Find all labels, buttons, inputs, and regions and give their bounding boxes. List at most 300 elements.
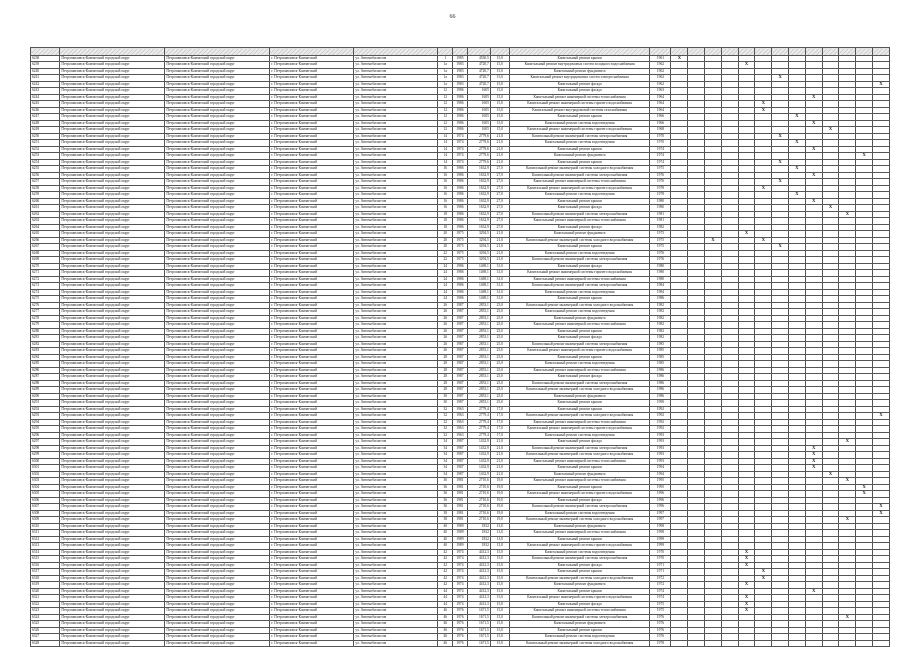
work-type-cell: Капитальный ремонт инженерной системы электроснабжения bbox=[509, 556, 650, 563]
settlement-cell: Петропавловск-Камчатский городской округ bbox=[165, 348, 270, 355]
period-cell: 1978 bbox=[650, 640, 671, 647]
period-cell: 1986 bbox=[650, 374, 671, 381]
x-mark: X bbox=[822, 205, 839, 212]
area-cell: 1632,9 bbox=[467, 192, 490, 199]
settlement-cell: Петропавловск-Камчатский городской округ bbox=[165, 263, 270, 270]
period-cell: 1976 bbox=[650, 172, 671, 179]
area-cell: 3294,5 bbox=[467, 257, 490, 264]
street-cell: ул. Автомобилистов bbox=[354, 107, 438, 114]
street-cell: ул. Автомобилистов bbox=[354, 205, 438, 212]
row-id-cell: 6278 bbox=[31, 315, 60, 322]
period-cell: 1992 bbox=[650, 406, 671, 413]
area-cell: 3294,5 bbox=[467, 237, 490, 244]
city-cell: г. Петропавловск-Камчатский bbox=[270, 419, 354, 426]
street-cell: ул. Автомобилистов bbox=[354, 127, 438, 134]
house-cell: 20 bbox=[438, 231, 453, 238]
year-cell: 1987 bbox=[453, 374, 468, 381]
area-cell: 2853,1 bbox=[467, 400, 490, 407]
row-id-cell: 6286 bbox=[31, 367, 60, 374]
city-cell: г. Петропавловск-Камчатский bbox=[270, 166, 354, 173]
city-cell: г. Петропавловск-Камчатский bbox=[270, 413, 354, 420]
x-mark: X bbox=[738, 231, 755, 238]
municipality-cell: Петропавловск-Камчатский городской округ bbox=[60, 354, 165, 361]
settlement-cell: Петропавловск-Камчатский городской округ bbox=[165, 133, 270, 140]
row-id-cell: 6244 bbox=[31, 94, 60, 101]
municipality-cell: Петропавловск-Камчатский городской округ bbox=[60, 549, 165, 556]
house-cell: 32 bbox=[438, 426, 453, 433]
area-cell: 2853,1 bbox=[467, 309, 490, 316]
period-cell: 1975 bbox=[650, 237, 671, 244]
period-cell: 1986 bbox=[650, 387, 671, 394]
year-cell: 1986 bbox=[453, 289, 468, 296]
row-id-cell: 6311 bbox=[31, 530, 60, 537]
year-cell: 1989 bbox=[453, 543, 468, 550]
house-cell: 18 bbox=[438, 218, 453, 225]
work-type-cell: Капитальный ремонт системы водоотведения bbox=[509, 361, 650, 368]
year-cell: 1976 bbox=[453, 640, 468, 647]
row-id-cell: 6305 bbox=[31, 491, 60, 498]
municipality-cell: Петропавловск-Камчатский городской округ bbox=[60, 133, 165, 140]
work-type-cell: Капитальный ремонт инженерной системы холодного водоснабжения bbox=[509, 166, 650, 173]
city-cell: г. Петропавловск-Камчатский bbox=[270, 387, 354, 394]
settlement-cell: Петропавловск-Камчатский городской округ bbox=[165, 127, 270, 134]
work-type-cell: Капитальный ремонт инженерной системы горячего водоснабжения bbox=[509, 101, 650, 108]
year-cell: 1981 bbox=[453, 510, 468, 517]
house-cell: 28 bbox=[438, 387, 453, 394]
year-cell: 1974 bbox=[453, 133, 468, 140]
area-cell: 1605 bbox=[467, 107, 490, 114]
wear-cell: 15,0 bbox=[490, 114, 509, 121]
area-cell: 2853,1 bbox=[467, 302, 490, 309]
area-cell: 1432,9 bbox=[467, 458, 490, 465]
street-cell: ул. Автомобилистов bbox=[354, 348, 438, 355]
city-cell: г. Петропавловск-Камчатский bbox=[270, 458, 354, 465]
period-cell: 1962 bbox=[650, 62, 671, 69]
year-cell: 1986 bbox=[453, 166, 468, 173]
x-mark: X bbox=[805, 458, 822, 465]
work-type-cell: Капитальный ремонт крыши bbox=[509, 588, 650, 595]
city-cell: г. Петропавловск-Камчатский bbox=[270, 185, 354, 192]
row-id-cell: 6281 bbox=[31, 335, 60, 342]
table-header-cell bbox=[354, 48, 438, 56]
year-cell: 1986 bbox=[453, 101, 468, 108]
settlement-cell: Петропавловск-Камчатский городской округ bbox=[165, 497, 270, 504]
work-type-cell: Капитальный ремонт крыши bbox=[509, 55, 650, 62]
municipality-cell: Петропавловск-Камчатский городской округ bbox=[60, 205, 165, 212]
area-cell: 2853,1 bbox=[467, 348, 490, 355]
area-cell: 2853,1 bbox=[467, 374, 490, 381]
work-type-cell: Капитальный ремонт инженерной системы горячего водоснабжения bbox=[509, 348, 650, 355]
house-cell: 32 bbox=[438, 406, 453, 413]
wear-cell: 31,0 bbox=[490, 296, 509, 303]
municipality-cell: Петропавловск-Камчатский городской округ bbox=[60, 426, 165, 433]
row-id-cell: 6253 bbox=[31, 153, 60, 160]
settlement-cell: Петропавловск-Камчатский городской округ bbox=[165, 361, 270, 368]
period-cell: 1994 bbox=[650, 465, 671, 472]
period-cell: 1984 bbox=[650, 283, 671, 290]
city-cell: г. Петропавловск-Камчатский bbox=[270, 224, 354, 231]
wear-cell: 21,0 bbox=[490, 133, 509, 140]
street-cell: ул. Автомобилистов bbox=[354, 497, 438, 504]
house-cell: 16 bbox=[438, 205, 453, 212]
street-cell: ул. Автомобилистов bbox=[354, 393, 438, 400]
year-cell: 1987 bbox=[453, 387, 468, 394]
house-cell: 46 bbox=[438, 614, 453, 621]
work-type-cell: Капитальный ремонт крыши bbox=[509, 465, 650, 472]
area-cell: 2779,6 bbox=[467, 133, 490, 140]
year-cell: 1989 bbox=[453, 523, 468, 530]
settlement-cell: Петропавловск-Камчатский городской округ bbox=[165, 101, 270, 108]
area-cell: 1632,9 bbox=[467, 172, 490, 179]
year-cell: 1976 bbox=[453, 608, 468, 615]
house-cell: 44 bbox=[438, 595, 453, 602]
row-id-cell: 6279 bbox=[31, 322, 60, 329]
settlement-cell: Петропавловск-Камчатский городской округ bbox=[165, 270, 270, 277]
table-header-cell bbox=[688, 48, 705, 56]
wear-cell: 25,0 bbox=[490, 374, 509, 381]
house-cell: 34 bbox=[438, 471, 453, 478]
row-id-cell: 6322 bbox=[31, 601, 60, 608]
row-id-cell: 6284 bbox=[31, 354, 60, 361]
work-type-cell: Капитальный ремонт инженерной системы теплоснабжения bbox=[509, 530, 650, 537]
city-cell: г. Петропавловск-Камчатский bbox=[270, 198, 354, 205]
year-cell: 1987 bbox=[453, 471, 468, 478]
settlement-cell: Петропавловск-Камчатский городской округ bbox=[165, 465, 270, 472]
municipality-cell: Петропавловск-Камчатский городской округ bbox=[60, 361, 165, 368]
period-cell: 1963 bbox=[650, 88, 671, 95]
house-cell: 12 bbox=[438, 101, 453, 108]
settlement-cell: Петропавловск-Камчатский городской округ bbox=[165, 588, 270, 595]
area-cell: 4412,3 bbox=[467, 588, 490, 595]
house-cell: 34 bbox=[438, 465, 453, 472]
year-cell: 1986 bbox=[453, 283, 468, 290]
table-header-cell bbox=[772, 48, 789, 56]
period-cell: 1980 bbox=[650, 276, 671, 283]
period-cell: 1981 bbox=[650, 218, 671, 225]
municipality-cell: Петропавловск-Камчатский городской округ bbox=[60, 257, 165, 264]
city-cell: г. Петропавловск-Камчатский bbox=[270, 374, 354, 381]
row-id-cell: 6302 bbox=[31, 471, 60, 478]
table-header-cell bbox=[671, 48, 688, 56]
period-cell: 1976 bbox=[650, 179, 671, 186]
work-type-cell: Капитальный ремонт крыши bbox=[509, 484, 650, 491]
wear-cell: 15,0 bbox=[490, 68, 509, 75]
area-cell: 2853,1 bbox=[467, 341, 490, 348]
street-cell: ул. Автомобилистов bbox=[354, 582, 438, 589]
settlement-cell: Петропавловск-Камчатский городской округ bbox=[165, 413, 270, 420]
settlement-cell: Петропавловск-Камчатский городской округ bbox=[165, 569, 270, 576]
house-cell: 14 bbox=[438, 159, 453, 166]
municipality-cell: Петропавловск-Камчатский городской округ bbox=[60, 491, 165, 498]
work-type-cell: Капитальный ремонт инженерной системы холодного водоснабжения bbox=[509, 575, 650, 582]
work-type-cell: Капитальный ремонт инженерной системы холодного водоснабжения bbox=[509, 237, 650, 244]
city-cell: г. Петропавловск-Камчатский bbox=[270, 523, 354, 530]
street-cell: ул. Автомобилистов bbox=[354, 289, 438, 296]
period-cell: 1974 bbox=[650, 595, 671, 602]
area-cell: 1469,1 bbox=[467, 296, 490, 303]
wear-cell: 21,0 bbox=[490, 257, 509, 264]
row-id-cell: 6288 bbox=[31, 380, 60, 387]
x-mark: X bbox=[839, 478, 856, 485]
year-cell: 1986 bbox=[453, 172, 468, 179]
municipality-cell: Петропавловск-Камчатский городской округ bbox=[60, 601, 165, 608]
settlement-cell: Петропавловск-Камчатский городской округ bbox=[165, 504, 270, 511]
row-id-cell: 6264 bbox=[31, 224, 60, 231]
work-type-cell: Капитальный ремонт инженерной системы холодного водоснабжения bbox=[509, 302, 650, 309]
house-cell: 46 bbox=[438, 621, 453, 628]
municipality-cell: Петропавловск-Камчатский городской округ bbox=[60, 517, 165, 524]
table-header-cell bbox=[509, 48, 650, 56]
municipality-cell: Петропавловск-Камчатский городской округ bbox=[60, 335, 165, 342]
period-cell: 1986 bbox=[650, 296, 671, 303]
year-cell: 1983 bbox=[453, 62, 468, 69]
house-cell: 12 bbox=[438, 114, 453, 121]
x-mark: X bbox=[873, 81, 890, 88]
x-mark: X bbox=[738, 62, 755, 69]
work-type-cell: Капитальный ремонт внутридомовых систем холодного водоснабжения bbox=[509, 62, 650, 69]
municipality-cell: Петропавловск-Камчатский городской округ bbox=[60, 94, 165, 101]
house-cell: 24 bbox=[438, 270, 453, 277]
settlement-cell: Петропавловск-Камчатский городской округ bbox=[165, 120, 270, 127]
year-cell: 1983 bbox=[453, 81, 468, 88]
house-cell: 20 bbox=[438, 237, 453, 244]
settlement-cell: Петропавловск-Камчатский городской округ bbox=[165, 419, 270, 426]
municipality-cell: Петропавловск-Камчатский городской округ bbox=[60, 523, 165, 530]
area-cell: 2710,6 bbox=[467, 478, 490, 485]
house-cell: 12 bbox=[438, 107, 453, 114]
area-cell: 1632,9 bbox=[467, 198, 490, 205]
area-cell: 1605 bbox=[467, 127, 490, 134]
house-cell: 40 bbox=[438, 536, 453, 543]
city-cell: г. Петропавловск-Камчатский bbox=[270, 426, 354, 433]
settlement-cell: Петропавловск-Камчатский городской округ bbox=[165, 335, 270, 342]
house-cell: 36 bbox=[438, 478, 453, 485]
wear-cell: 21,0 bbox=[490, 465, 509, 472]
municipality-cell: Петропавловск-Камчатский городской округ bbox=[60, 166, 165, 173]
city-cell: г. Петропавловск-Камчатский bbox=[270, 621, 354, 628]
street-cell: ул. Автомобилистов bbox=[354, 211, 438, 218]
municipality-cell: Петропавловск-Камчатский городской округ bbox=[60, 432, 165, 439]
area-cell: 3294,5 bbox=[467, 250, 490, 257]
year-cell: 1986 bbox=[453, 185, 468, 192]
row-id-cell: 6241 bbox=[31, 75, 60, 82]
city-cell: г. Петропавловск-Камчатский bbox=[270, 107, 354, 114]
municipality-cell: Петропавловск-Камчатский городской округ bbox=[60, 328, 165, 335]
municipality-cell: Петропавловск-Камчатский городской округ bbox=[60, 224, 165, 231]
wear-cell: 13,0 bbox=[490, 543, 509, 550]
row-id-cell: 6319 bbox=[31, 582, 60, 589]
row-id-cell: 6248 bbox=[31, 120, 60, 127]
row-id-cell: 6309 bbox=[31, 517, 60, 524]
period-cell: 1993 bbox=[650, 439, 671, 446]
work-type-cell: Капитальный ремонт крыши bbox=[509, 146, 650, 153]
municipality-cell: Петропавловск-Камчатский городской округ bbox=[60, 497, 165, 504]
area-cell: 3294,5 bbox=[467, 231, 490, 238]
work-type-cell: Капитальный ремонт инженерной системы горячего водоснабжения bbox=[509, 595, 650, 602]
row-id-cell: 6318 bbox=[31, 575, 60, 582]
period-cell: 1981 bbox=[650, 211, 671, 218]
work-type-cell: Капитальный ремонт фундамента bbox=[509, 153, 650, 160]
x-mark: X bbox=[856, 491, 873, 498]
period-cell: 1997 bbox=[650, 510, 671, 517]
settlement-cell: Петропавловск-Камчатский городской округ bbox=[165, 289, 270, 296]
city-cell: г. Петропавловск-Камчатский bbox=[270, 263, 354, 270]
wear-cell: 27,0 bbox=[490, 205, 509, 212]
street-cell: ул. Автомобилистов bbox=[354, 614, 438, 621]
x-mark: X bbox=[789, 166, 806, 173]
period-cell: 1997 bbox=[650, 517, 671, 524]
year-cell: 1974 bbox=[453, 575, 468, 582]
wear-cell: 15,0 bbox=[490, 81, 509, 88]
year-cell: 1963 bbox=[453, 432, 468, 439]
work-type-cell: Капитальный ремонт системы водоотведения bbox=[509, 140, 650, 147]
settlement-cell: Петропавловск-Камчатский городской округ bbox=[165, 614, 270, 621]
house-cell: 40 bbox=[438, 530, 453, 537]
street-cell: ул. Автомобилистов bbox=[354, 530, 438, 537]
period-cell: 1964 bbox=[650, 94, 671, 101]
area-cell: 2853,1 bbox=[467, 361, 490, 368]
house-cell: 28 bbox=[438, 374, 453, 381]
year-cell: 1975 bbox=[453, 250, 468, 257]
street-cell: ул. Автомобилистов bbox=[354, 244, 438, 251]
area-cell: 1605 bbox=[467, 88, 490, 95]
settlement-cell: Петропавловск-Камчатский городской округ bbox=[165, 55, 270, 62]
house-cell: 12 bbox=[438, 94, 453, 101]
city-cell: г. Петропавловск-Камчатский bbox=[270, 250, 354, 257]
year-cell: 1975 bbox=[453, 231, 468, 238]
work-type-cell: Капитальный ремонт фасада bbox=[509, 263, 650, 270]
mark-cell bbox=[772, 640, 789, 647]
house-cell: 34 bbox=[438, 458, 453, 465]
row-id-cell: 6262 bbox=[31, 211, 60, 218]
municipality-cell: Петропавловск-Камчатский городской округ bbox=[60, 237, 165, 244]
wear-cell: 15,0 bbox=[490, 588, 509, 595]
city-cell: г. Петропавловск-Камчатский bbox=[270, 608, 354, 615]
municipality-cell: Петропавловск-Камчатский городской округ bbox=[60, 107, 165, 114]
year-cell: 1987 bbox=[453, 439, 468, 446]
street-cell: ул. Автомобилистов bbox=[354, 640, 438, 647]
municipality-cell: Петропавловск-Камчатский городской округ bbox=[60, 380, 165, 387]
municipality-cell: Петропавловск-Камчатский городской округ bbox=[60, 445, 165, 452]
street-cell: ул. Автомобилистов bbox=[354, 406, 438, 413]
year-cell: 1987 bbox=[453, 400, 468, 407]
city-cell: г. Петропавловск-Камчатский bbox=[270, 270, 354, 277]
settlement-cell: Петропавловск-Камчатский городской округ bbox=[165, 432, 270, 439]
wear-cell: 15,0 bbox=[490, 569, 509, 576]
area-cell: 1432,9 bbox=[467, 439, 490, 446]
street-cell: ул. Автомобилистов bbox=[354, 426, 438, 433]
row-id-cell: 6249 bbox=[31, 127, 60, 134]
x-mark: X bbox=[755, 575, 772, 582]
work-type-cell: Капитальный ремонт инженерной системы холодного водоснабжения bbox=[509, 517, 650, 524]
city-cell: г. Петропавловск-Камчатский bbox=[270, 341, 354, 348]
year-cell: 1981 bbox=[453, 517, 468, 524]
work-type-cell: Капитальный ремонт крыши bbox=[509, 244, 650, 251]
year-cell: 1974 bbox=[453, 601, 468, 608]
city-cell: г. Петропавловск-Камчатский bbox=[270, 484, 354, 491]
work-type-cell: Капитальный ремонт крыши bbox=[509, 159, 650, 166]
wear-cell: 21,0 bbox=[490, 140, 509, 147]
settlement-cell: Петропавловск-Камчатский городской округ bbox=[165, 218, 270, 225]
municipality-cell: Петропавловск-Камчатский городской округ bbox=[60, 244, 165, 251]
municipality-cell: Петропавловск-Камчатский городской округ bbox=[60, 504, 165, 511]
year-cell: 1985 bbox=[453, 55, 468, 62]
area-cell: 2710,6 bbox=[467, 517, 490, 524]
house-cell: 28 bbox=[438, 367, 453, 374]
street-cell: ул. Автомобилистов bbox=[354, 322, 438, 329]
wear-cell: 15,0 bbox=[490, 634, 509, 641]
settlement-cell: Петропавловск-Камчатский городской округ bbox=[165, 523, 270, 530]
street-cell: ул. Автомобилистов bbox=[354, 452, 438, 459]
house-cell: 42 bbox=[438, 556, 453, 563]
x-mark: X bbox=[738, 595, 755, 602]
city-cell: г. Петропавловск-Камчатский bbox=[270, 68, 354, 75]
year-cell: 1981 bbox=[453, 497, 468, 504]
street-cell: ул. Автомобилистов bbox=[354, 601, 438, 608]
wear-cell: 21,0 bbox=[490, 244, 509, 251]
year-cell: 1981 bbox=[453, 504, 468, 511]
municipality-cell: Петропавловск-Камчатский городской округ bbox=[60, 478, 165, 485]
period-cell: 1999 bbox=[650, 543, 671, 550]
table-body bbox=[31, 48, 890, 647]
settlement-cell: Петропавловск-Камчатский городской округ bbox=[165, 315, 270, 322]
street-cell: ул. Автомобилистов bbox=[354, 517, 438, 524]
work-type-cell: Капитальный ремонт системы водоотведения bbox=[509, 549, 650, 556]
street-cell: ул. Автомобилистов bbox=[354, 296, 438, 303]
x-mark: X bbox=[772, 159, 789, 166]
city-cell: г. Петропавловск-Камчатский bbox=[270, 361, 354, 368]
street-cell: ул. Автомобилистов bbox=[354, 413, 438, 420]
row-id-cell: 6298 bbox=[31, 445, 60, 452]
work-type-cell: Капитальный ремонт фасада bbox=[509, 497, 650, 504]
x-mark: X bbox=[856, 153, 873, 160]
settlement-cell: Петропавловск-Камчатский городской округ bbox=[165, 471, 270, 478]
period-cell: 1980 bbox=[650, 198, 671, 205]
settlement-cell: Петропавловск-Камчатский городской округ bbox=[165, 172, 270, 179]
settlement-cell: Петропавловск-Камчатский городской округ bbox=[165, 211, 270, 218]
settlement-cell: Петропавловск-Камчатский городской округ bbox=[165, 114, 270, 121]
work-type-cell: Капитальный ремонт фасада bbox=[509, 562, 650, 569]
row-id-cell: 6316 bbox=[31, 562, 60, 569]
area-cell: 2710,6 bbox=[467, 484, 490, 491]
period-cell: 1976 bbox=[650, 634, 671, 641]
house-cell: 34 bbox=[438, 452, 453, 459]
settlement-cell: Петропавловск-Камчатский городской округ bbox=[165, 374, 270, 381]
wear-cell: 21,0 bbox=[490, 159, 509, 166]
street-cell: ул. Автомобилистов bbox=[354, 465, 438, 472]
house-cell: 46 bbox=[438, 608, 453, 615]
x-mark: X bbox=[805, 146, 822, 153]
work-type-cell: Капитальный ремонт инженерной системы горячего водоснабжения bbox=[509, 185, 650, 192]
municipality-cell: Петропавловск-Камчатский городской округ bbox=[60, 159, 165, 166]
municipality-cell: Петропавловск-Камчатский городской округ bbox=[60, 621, 165, 628]
wear-cell: 25,0 bbox=[490, 302, 509, 309]
settlement-cell: Петропавловск-Камчатский городской округ bbox=[165, 426, 270, 433]
settlement-cell: Петропавловск-Камчатский городской округ bbox=[165, 159, 270, 166]
table-header-cell bbox=[805, 48, 822, 56]
year-cell: 1987 bbox=[453, 393, 468, 400]
period-cell: 1971 bbox=[650, 562, 671, 569]
row-id-cell: 6250 bbox=[31, 133, 60, 140]
city-cell: г. Петропавловск-Камчатский bbox=[270, 140, 354, 147]
street-cell: ул. Автомобилистов bbox=[354, 335, 438, 342]
municipality-cell: Петропавловск-Камчатский городской округ bbox=[60, 458, 165, 465]
wear-cell: 25,0 bbox=[490, 400, 509, 407]
street-cell: ул. Автомобилистов bbox=[354, 354, 438, 361]
wear-cell: 19,0 bbox=[490, 497, 509, 504]
period-cell: 1982 bbox=[650, 224, 671, 231]
row-id-cell: 6257 bbox=[31, 179, 60, 186]
